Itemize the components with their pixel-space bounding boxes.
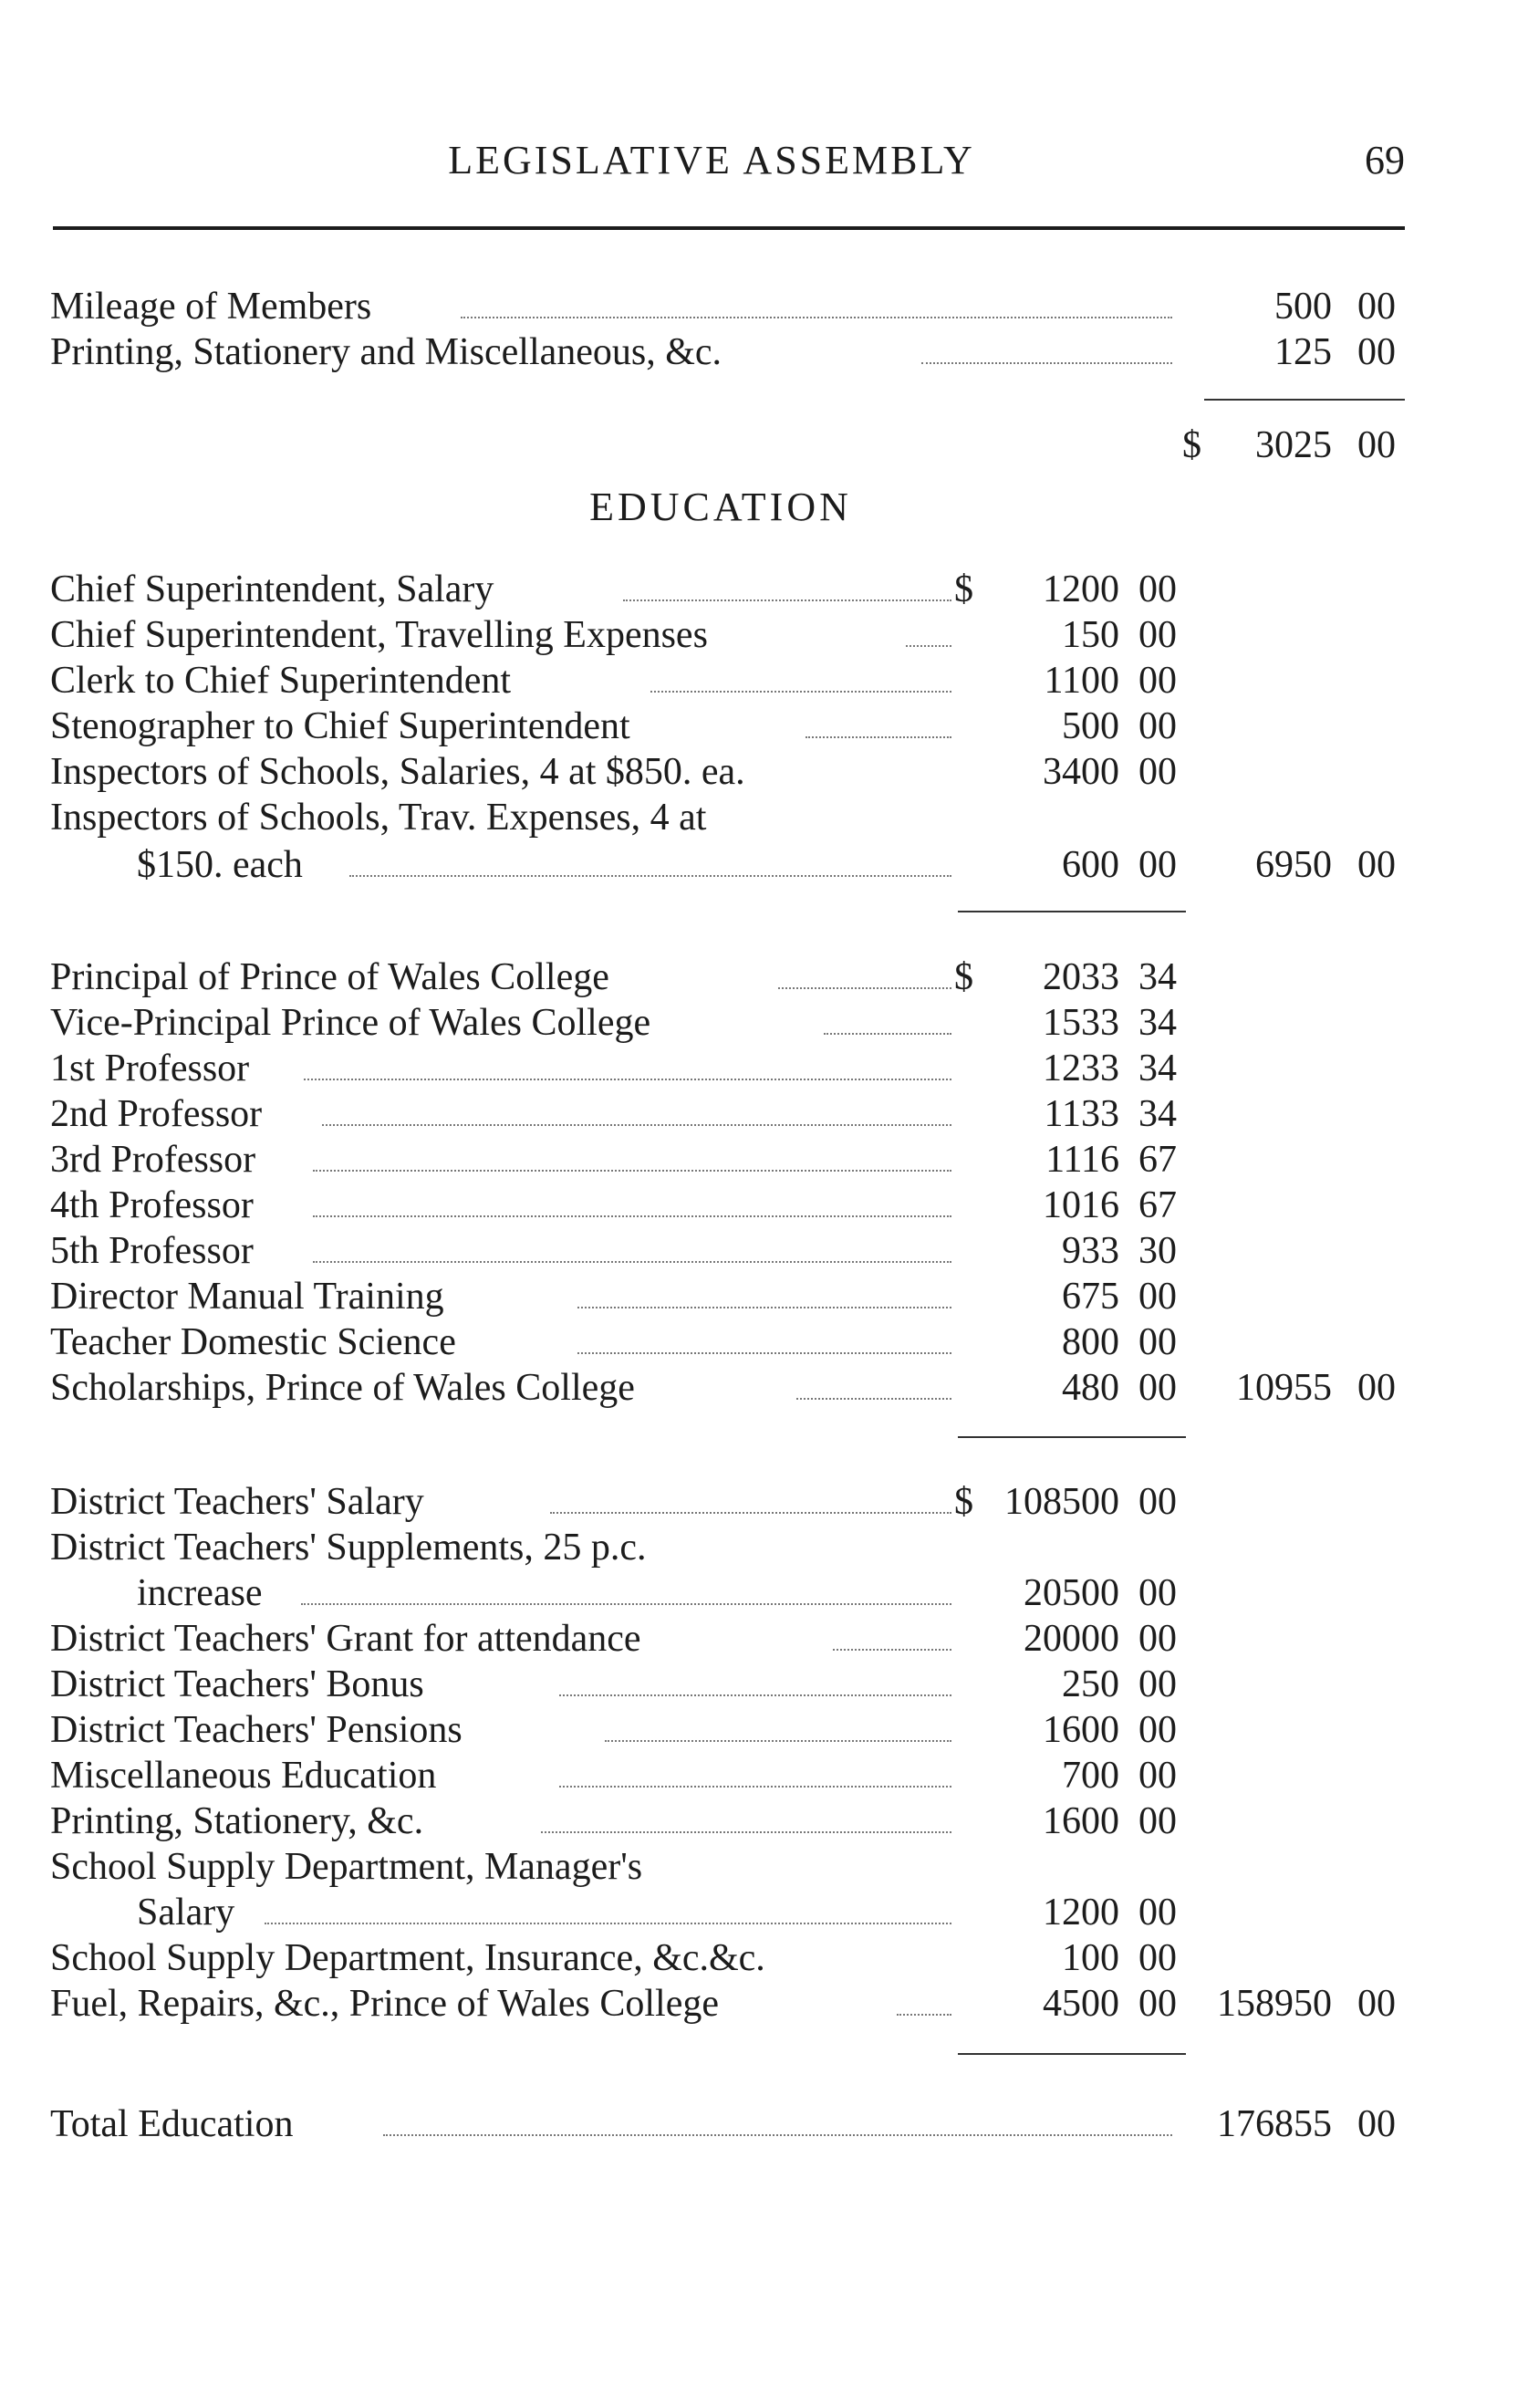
item-cents: 00 bbox=[1138, 1663, 1177, 1705]
item-label: Clerk to Chief Superintendent bbox=[50, 660, 512, 702]
item-amount: 480 bbox=[1062, 1367, 1119, 1409]
item-amount: 1016 bbox=[1043, 1184, 1119, 1226]
line-item bbox=[0, 1136, 1528, 1183]
item-amount: 1116 bbox=[1045, 1139, 1119, 1181]
leader-dots bbox=[301, 1603, 951, 1605]
line-item bbox=[0, 1364, 1528, 1412]
item-amount: 1200 bbox=[1043, 1892, 1119, 1934]
item-amount: 108500 bbox=[1004, 1481, 1119, 1523]
line-item bbox=[0, 566, 1528, 613]
line-item bbox=[0, 1752, 1528, 1799]
item-amount: 1533 bbox=[1043, 1002, 1119, 1044]
item-label: Stenographer to Chief Superintendent bbox=[50, 705, 630, 747]
item-label: 2nd Professor bbox=[50, 1093, 263, 1135]
line-item bbox=[0, 283, 1528, 330]
leader-dots bbox=[550, 1512, 951, 1514]
leader-dots bbox=[824, 1033, 951, 1035]
item-cents: 00 bbox=[1138, 1276, 1177, 1318]
item-label: Director Manual Training bbox=[50, 1276, 444, 1318]
leader-dots bbox=[650, 691, 951, 693]
item-amount: 1200 bbox=[1043, 568, 1119, 610]
page-number: 69 bbox=[1365, 138, 1405, 182]
line-item bbox=[0, 1706, 1528, 1754]
leader-dots bbox=[921, 362, 1172, 364]
leader-dots bbox=[778, 987, 951, 989]
item-amount: 700 bbox=[1062, 1755, 1119, 1797]
leader-dots bbox=[577, 1307, 951, 1308]
item-cents: 00 bbox=[1138, 1481, 1177, 1523]
grand-total-line bbox=[0, 2100, 1528, 2148]
line-item bbox=[0, 1182, 1528, 1229]
line-item-continuation bbox=[0, 841, 1528, 889]
leader-dots bbox=[383, 2134, 1172, 2136]
leader-dots bbox=[322, 1124, 951, 1126]
item-cents: 34 bbox=[1138, 1002, 1177, 1044]
item-cents: 00 bbox=[1138, 1983, 1177, 2025]
item-cents: 00 bbox=[1138, 1755, 1177, 1797]
line-item bbox=[0, 1478, 1528, 1526]
line-item bbox=[0, 657, 1528, 704]
line-item bbox=[0, 1319, 1528, 1366]
item-cents: 00 bbox=[1138, 844, 1177, 886]
item-label: 1st Professor bbox=[50, 1048, 250, 1089]
group-total-cents: 00 bbox=[1357, 844, 1396, 886]
leader-dots bbox=[313, 1215, 951, 1217]
line-item bbox=[0, 703, 1528, 750]
item-amount: 4500 bbox=[1043, 1983, 1119, 2025]
currency-symbol: $ bbox=[1182, 424, 1201, 466]
line-item bbox=[0, 1045, 1528, 1092]
group-rule bbox=[958, 2053, 1186, 2055]
currency-symbol: $ bbox=[954, 1481, 973, 1523]
item-label: Chief Superintendent, Salary bbox=[50, 568, 494, 610]
item-cents: 00 bbox=[1138, 1618, 1177, 1660]
line-item bbox=[0, 1524, 1528, 1571]
item-cents: 00 bbox=[1138, 568, 1177, 610]
item-cents: 30 bbox=[1138, 1230, 1177, 1272]
leader-dots bbox=[906, 645, 951, 647]
page-header-title: LEGISLATIVE ASSEMBLY bbox=[448, 138, 975, 182]
item-cents: 00 bbox=[1138, 1709, 1177, 1751]
leader-dots bbox=[605, 1740, 951, 1742]
item-label: School Supply Department, Manager's bbox=[50, 1846, 643, 1888]
item-label-continued: increase bbox=[137, 1572, 263, 1614]
leader-dots bbox=[313, 1170, 951, 1172]
line-item bbox=[0, 1843, 1528, 1891]
item-amount: 20500 bbox=[1024, 1572, 1119, 1614]
item-label: Inspectors of Schools, Trav. Expenses, 4 at bbox=[50, 797, 707, 839]
item-label: 5th Professor bbox=[50, 1230, 254, 1272]
item-label: District Teachers' Salary bbox=[50, 1481, 424, 1523]
item-cents: 00 bbox=[1138, 1367, 1177, 1409]
item-amount: 1233 bbox=[1043, 1048, 1119, 1089]
line-item-continuation bbox=[0, 1569, 1528, 1617]
line-item-continuation bbox=[0, 1889, 1528, 1936]
item-amount: 1600 bbox=[1043, 1800, 1119, 1842]
line-item bbox=[0, 328, 1528, 376]
item-cents: 00 bbox=[1357, 331, 1396, 373]
item-amount: 800 bbox=[1062, 1321, 1119, 1363]
item-amount: 150 bbox=[1062, 614, 1119, 656]
item-cents: 00 bbox=[1138, 660, 1177, 702]
leader-dots bbox=[897, 2014, 951, 2016]
line-item bbox=[0, 1798, 1528, 1845]
item-cents: 00 bbox=[1138, 1572, 1177, 1614]
item-amount: 125 bbox=[1274, 331, 1332, 373]
item-label: Teacher Domestic Science bbox=[50, 1321, 456, 1363]
item-amount: 100 bbox=[1062, 1937, 1119, 1979]
section-heading: EDUCATION bbox=[589, 485, 852, 529]
item-amount: 2033 bbox=[1043, 956, 1119, 998]
leader-dots bbox=[623, 599, 951, 601]
line-item bbox=[0, 748, 1528, 796]
item-label: Miscellaneous Education bbox=[50, 1755, 437, 1797]
group-total-cents: 00 bbox=[1357, 1367, 1396, 1409]
subtotal-cents: 00 bbox=[1357, 424, 1396, 466]
item-amount: 500 bbox=[1062, 705, 1119, 747]
line-item bbox=[0, 1661, 1528, 1708]
leader-dots bbox=[559, 1786, 951, 1788]
item-amount: 250 bbox=[1062, 1663, 1119, 1705]
line-item bbox=[0, 1980, 1528, 2028]
line-item bbox=[0, 1934, 1528, 1982]
item-label: District Teachers' Pensions bbox=[50, 1709, 463, 1751]
item-cents: 00 bbox=[1138, 1937, 1177, 1979]
item-label: Fuel, Repairs, &c., Prince of Wales College bbox=[50, 1983, 720, 2025]
item-label-continued: Salary bbox=[137, 1892, 235, 1934]
item-cents: 00 bbox=[1357, 286, 1396, 328]
item-amount: 20000 bbox=[1024, 1618, 1119, 1660]
item-cents: 00 bbox=[1138, 1892, 1177, 1934]
line-item bbox=[0, 794, 1528, 841]
leader-dots bbox=[559, 1694, 951, 1696]
line-item bbox=[0, 1615, 1528, 1663]
line-item bbox=[0, 1273, 1528, 1320]
item-cents: 00 bbox=[1138, 705, 1177, 747]
subtotal-rule bbox=[1204, 399, 1405, 401]
item-cents: 34 bbox=[1138, 1093, 1177, 1135]
leader-dots bbox=[577, 1352, 951, 1354]
currency-symbol: $ bbox=[954, 956, 973, 998]
item-label: Printing, Stationery, &c. bbox=[50, 1800, 424, 1842]
item-amount: 500 bbox=[1274, 286, 1332, 328]
item-label: 3rd Professor bbox=[50, 1139, 256, 1181]
item-label: 4th Professor bbox=[50, 1184, 254, 1226]
line-item bbox=[0, 954, 1528, 1001]
item-label: Chief Superintendent, Travelling Expenses bbox=[50, 614, 708, 656]
item-label: District Teachers' Grant for attendance bbox=[50, 1618, 641, 1660]
item-label: Inspectors of Schools, Salaries, 4 at $850. ea. bbox=[50, 751, 745, 793]
item-amount: 933 bbox=[1062, 1230, 1119, 1272]
item-amount: 675 bbox=[1062, 1276, 1119, 1318]
line-item bbox=[0, 1227, 1528, 1275]
item-cents: 00 bbox=[1138, 751, 1177, 793]
grand-total-cents: 00 bbox=[1357, 2103, 1396, 2145]
item-amount: 1600 bbox=[1043, 1709, 1119, 1751]
item-label: Mileage of Members bbox=[50, 286, 372, 328]
item-label: Scholarships, Prince of Wales College bbox=[50, 1367, 635, 1409]
item-cents: 34 bbox=[1138, 1048, 1177, 1089]
leader-dots bbox=[461, 317, 1172, 318]
item-label: Printing, Stationery and Miscellaneous, &c. bbox=[50, 331, 722, 373]
leader-dots bbox=[304, 1079, 951, 1080]
item-label-continued: $150. each bbox=[137, 844, 303, 886]
item-amount: 3400 bbox=[1043, 751, 1119, 793]
leader-dots bbox=[265, 1923, 951, 1924]
item-label: District Teachers' Bonus bbox=[50, 1663, 424, 1705]
leader-dots bbox=[806, 736, 951, 738]
leader-dots bbox=[796, 1398, 951, 1400]
item-amount: 600 bbox=[1062, 844, 1119, 886]
item-cents: 00 bbox=[1138, 614, 1177, 656]
header-rule bbox=[53, 226, 1405, 230]
item-label: Principal of Prince of Wales College bbox=[50, 956, 609, 998]
line-item bbox=[0, 999, 1528, 1047]
item-label: Vice-Principal Prince of Wales College bbox=[50, 1002, 651, 1044]
item-cents: 00 bbox=[1138, 1321, 1177, 1363]
item-amount: 1100 bbox=[1044, 660, 1119, 702]
item-cents: 34 bbox=[1138, 956, 1177, 998]
line-item bbox=[0, 1090, 1528, 1138]
grand-total-amount: 176855 bbox=[1217, 2103, 1332, 2145]
item-amount: 1133 bbox=[1044, 1093, 1119, 1135]
group-rule bbox=[958, 911, 1186, 912]
line-item bbox=[0, 611, 1528, 659]
group-total-amount: 6950 bbox=[1255, 844, 1332, 886]
item-label: School Supply Department, Insurance, &c.&c. bbox=[50, 1937, 765, 1979]
leader-dots bbox=[541, 1831, 951, 1833]
grand-total-label: Total Education bbox=[50, 2103, 294, 2145]
group-total-amount: 10955 bbox=[1236, 1367, 1332, 1409]
item-cents: 00 bbox=[1138, 1800, 1177, 1842]
leader-dots bbox=[313, 1261, 951, 1263]
item-cents: 67 bbox=[1138, 1184, 1177, 1226]
group-total-amount: 158950 bbox=[1217, 1983, 1332, 2025]
subtotal-line bbox=[0, 422, 1528, 469]
item-cents: 67 bbox=[1138, 1139, 1177, 1181]
group-rule bbox=[958, 1436, 1186, 1438]
item-label: District Teachers' Supplements, 25 p.c. bbox=[50, 1527, 647, 1569]
leader-dots bbox=[349, 875, 951, 877]
currency-symbol: $ bbox=[954, 568, 973, 610]
subtotal-amount: 3025 bbox=[1255, 424, 1332, 466]
leader-dots bbox=[833, 1649, 951, 1651]
group-total-cents: 00 bbox=[1357, 1983, 1396, 2025]
